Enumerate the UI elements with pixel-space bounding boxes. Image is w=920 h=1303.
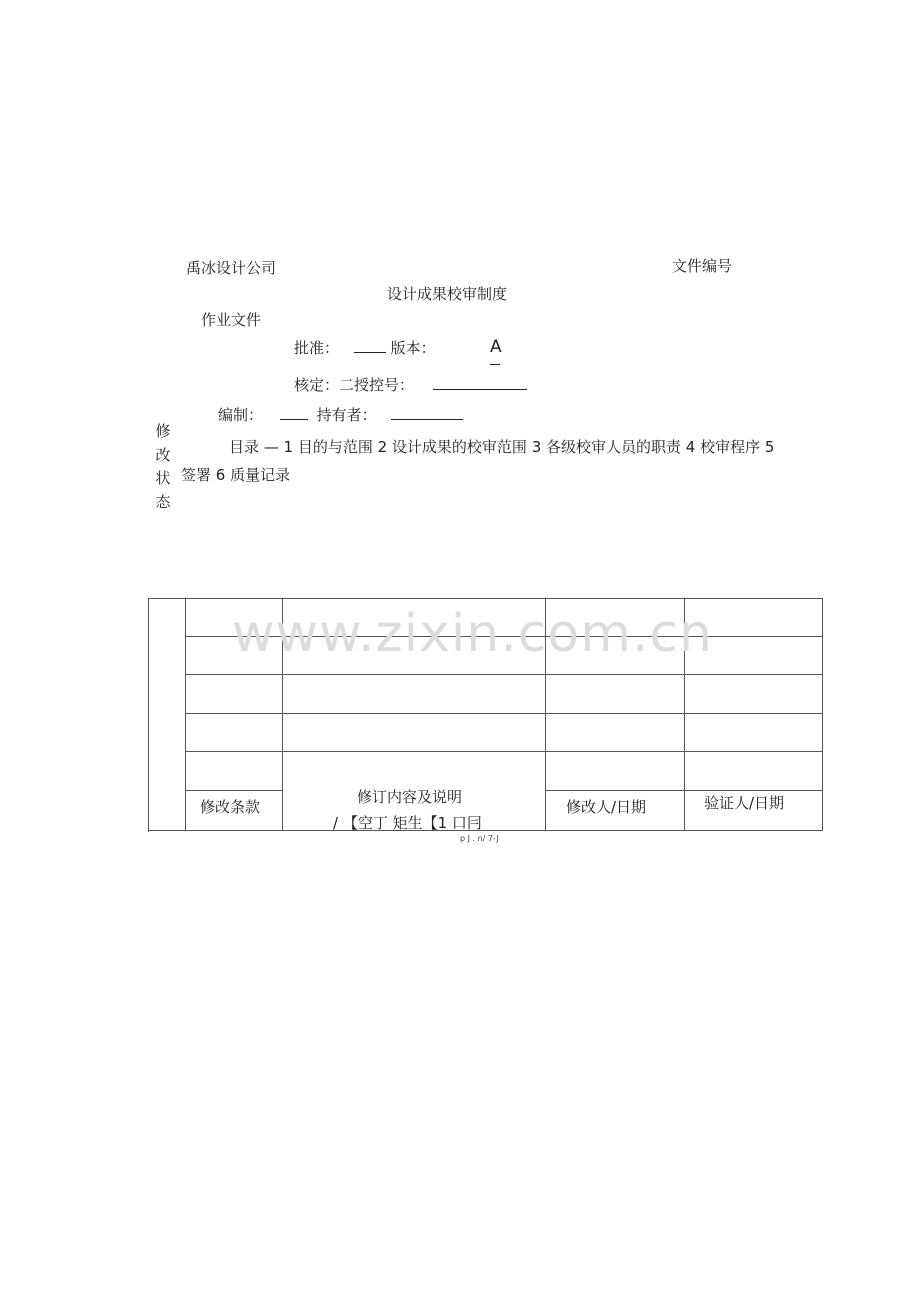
document-title: 设计成果校审制度 [387, 285, 508, 303]
control-number-blank[interactable] [433, 389, 527, 390]
header-revision-content: 修订内容及说明 [357, 788, 463, 806]
holder-blank[interactable] [391, 419, 463, 420]
approve-line [294, 339, 436, 357]
toc-line-2: 签署 6 质量记录 [181, 466, 291, 484]
revision-char: 状 [155, 469, 171, 487]
table-col-line [822, 598, 823, 830]
compile-line [218, 406, 463, 424]
compile-blank[interactable] [280, 419, 308, 420]
table-row-line [185, 790, 282, 791]
header-revision-subnote: / 【空丁 矩生【1 口冃 [333, 814, 482, 832]
toc-line-1: 目录 — 1 目的与范围 2 设计成果的校审范围 3 各级校审人员的职责 4 校审程序 5 [229, 438, 775, 456]
doc-number-label: 文件编号 [672, 257, 733, 275]
check-line [294, 376, 527, 394]
company-name: 禹冰设计公司 [186, 259, 277, 277]
table-col-line [185, 598, 186, 830]
version-underline [490, 364, 500, 365]
holder-label: 持有者： [316, 406, 377, 424]
header-revision-clause: 修改条款 [200, 798, 261, 816]
check-label: 核定： [294, 376, 340, 394]
revision-status-vertical [153, 420, 173, 514]
version-label: 版本： [390, 339, 436, 357]
header-verifier-date: 验证人/日期 [704, 794, 785, 812]
table-row-line [185, 751, 823, 752]
watermark: www.zixin.com.cn [232, 604, 713, 664]
table-row-line [185, 713, 823, 714]
compile-label: 编制： [218, 406, 264, 424]
table-row-line [185, 674, 823, 675]
header-reviser-date: 修改人/日期 [566, 798, 647, 816]
table-border [148, 598, 185, 599]
doc-type: 作业文件 [201, 311, 262, 329]
table-row-line [185, 598, 823, 599]
check-value: 二授控号： [339, 376, 415, 394]
table-border [148, 598, 149, 832]
approve-blank[interactable] [354, 352, 386, 353]
table-border [148, 830, 823, 831]
footer-note: p J . n/ 7-J [460, 834, 499, 843]
revision-char: 修 [155, 422, 171, 440]
version-value: A [490, 337, 502, 357]
approve-label: 批准： [294, 339, 340, 357]
revision-char: 态 [155, 492, 171, 511]
revision-char: 改 [155, 445, 171, 464]
